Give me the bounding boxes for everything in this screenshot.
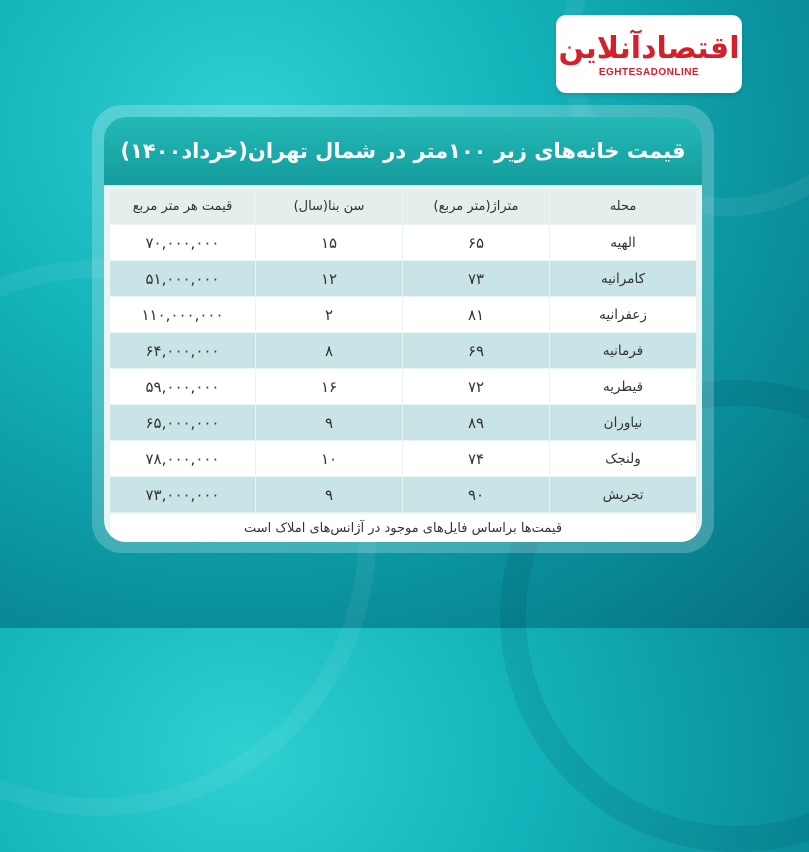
brand-logo [556,15,742,93]
cell-price: ۶۵,۰۰۰,۰۰۰ [110,405,255,440]
header-building-age: سن بنا(سال) [256,189,402,224]
table-header-row [110,189,696,224]
cell-price: ۶۴,۰۰۰,۰۰۰ [110,333,255,368]
cell-area: ۶۵ [403,225,549,260]
cell-price: ۷۳,۰۰۰,۰۰۰ [110,477,255,512]
cell-area: ۸۱ [403,297,549,332]
logo-english-text: EGHTESADONLINE [598,66,700,78]
table-row [110,261,696,296]
table-row [110,297,696,332]
page-title: قیمت خانه‌های زیر ۱۰۰متر در شمال تهران(خرداد۱۴۰۰) [120,139,686,163]
table-row [110,441,696,476]
cell-age: ۱۶ [256,369,402,404]
cell-area: ۷۲ [403,369,549,404]
cell-area: ۷۴ [403,441,549,476]
cell-price: ۷۰,۰۰۰,۰۰۰ [110,225,255,260]
cell-age: ۱۲ [256,261,402,296]
table-row [110,405,696,440]
price-table [110,189,696,512]
cell-neighborhood: تجریش [550,477,696,512]
cell-age: ۱۵ [256,225,402,260]
cell-price: ۵۱,۰۰۰,۰۰۰ [110,261,255,296]
table-row [110,477,696,512]
cell-area: ۶۹ [403,333,549,368]
cell-neighborhood: الهیه [550,225,696,260]
header-area: متراژ(متر مربع) [403,189,549,224]
table-row [110,333,696,368]
logo-persian-text: اقتصادآنلاین [558,30,740,66]
price-table-card [104,117,702,542]
header-neighborhood: محله [550,189,696,224]
cell-neighborhood: زعفرانیه [550,297,696,332]
cell-area: ۸۹ [403,405,549,440]
cell-price: ۱۱۰,۰۰۰,۰۰۰ [110,297,255,332]
cell-neighborhood: قیطریه [550,369,696,404]
cell-price: ۵۹,۰۰۰,۰۰۰ [110,369,255,404]
cell-age: ۲ [256,297,402,332]
cell-neighborhood: نیاوران [550,405,696,440]
cell-age: ۱۰ [256,441,402,476]
table-row [110,369,696,404]
header-price-per-sqm: قیمت هر متر مربع [110,189,255,224]
cell-neighborhood: فرمانیه [550,333,696,368]
cell-area: ۹۰ [403,477,549,512]
cell-neighborhood: کامرانیه [550,261,696,296]
table-row [110,225,696,260]
cell-area: ۷۳ [403,261,549,296]
title-bar [104,117,702,185]
cell-price: ۷۸,۰۰۰,۰۰۰ [110,441,255,476]
cell-age: ۹ [256,477,402,512]
cell-age: ۹ [256,405,402,440]
footnote: قیمت‌ها براساس فایل‌های موجود در آژانس‌های املاک است [110,514,696,542]
cell-age: ۸ [256,333,402,368]
cell-neighborhood: ولنجک [550,441,696,476]
